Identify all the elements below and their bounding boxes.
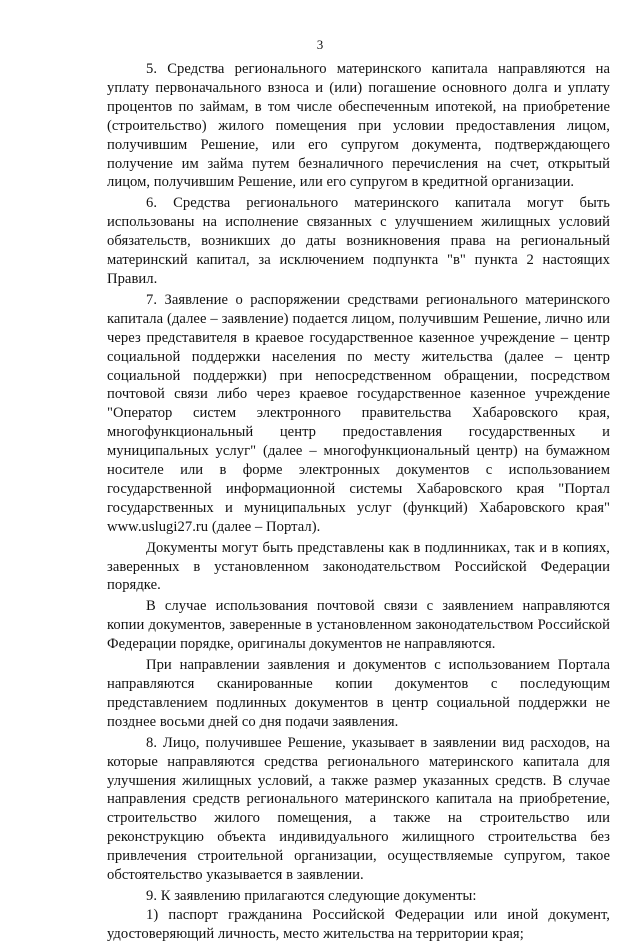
paragraph-item-7: 7. Заявление о распоряжении средствами регионального материнского капитала (далее – заявление) подается лицом, получившим Решение, лично или через представителя в краевое государственное казенное учреждение – центр социальной поддержки населения по месту жительства (далее – центр социальной поддержки) при непосредственном обращении, посредством почтовой связи либо через краевое государственное казенное учреждение "Оператор систем электронного правительства Хабаровского края, многофункциональный центр предоставления государственных и муниципальных услуг" (далее – многофункциональный центр) на бумажном носителе или в форме электронных документов с использованием государственной информационной системы Хабаровского края "Портал государственных и муниципальных услуг (функций) Хабаровского края" www.uslugi27.ru (далее – Портал). [107,291,610,535]
document-body [107,60,610,944]
paragraph-portal-submission: При направлении заявления и документов с использованием Портала направляются сканированные копии документов с последующим представлением подлинных документов в центр социальной поддержки не позднее восьми дней со дня подачи заявления. [107,657,610,730]
page-number: 3 [316,37,324,52]
paragraph-postal-submission: В случае использования почтовой связи с заявлением направляются копии документов, заверенные в установленном законодательством Российской Федерации порядке, оригиналы документов не направляются. [107,598,610,653]
paragraph-item-8: 8. Лицо, получившее Решение, указывает в заявлении вид расходов, на которые направляются средства регионального материнского капитала для улучшения жилищных условий, а также размер указанных средств. В случае направления средств регионального материнского капитала на приобретение, строительство жилого помещения, а также на строительство или реконструкцию объекта индивидуального жилищного строительства без привлечения строительной организации, осуществляемые супругом, такое обстоятельство указывается в заявлении. [107,734,610,884]
paragraph-documents-originals-copies: Документы могут быть представлены как в подлинниках, так и в копиях, заверенных в установленном законодательством Российской Федерации порядке. [107,539,610,594]
paragraph-item-9: 9. К заявлению прилагаются следующие документы: [146,887,477,904]
paragraph-item-6: 6. Средства регионального материнского капитала могут быть использованы на исполнение связанных с улучшением жилищных условий обязательств, возникших до даты возникновения права на региональный материнский капитал, за исключением подпункта "в" пункта 2 настоящих Правил. [107,195,610,287]
paragraph-subitem-9-1: 1) паспорт гражданина Российской Федерации или иной документ, удостоверяющий личность, место жительства на территории края; [107,906,610,942]
paragraph-item-5: 5. Средства регионального материнского капитала направляются на уплату первоначального взноса и (или) погашение основного долга и уплату процентов по займам, в том числе обеспеченным ипотекой, на приобретение (строительство) жилого помещения при условии предоставления лицом, получившим Решение, или его супругом документа, подтверждающего получение им займа путем безналичного перечисления на счет, открытый лицом, получившим Решение, или его супругом в кредитной организации. [107,61,610,191]
